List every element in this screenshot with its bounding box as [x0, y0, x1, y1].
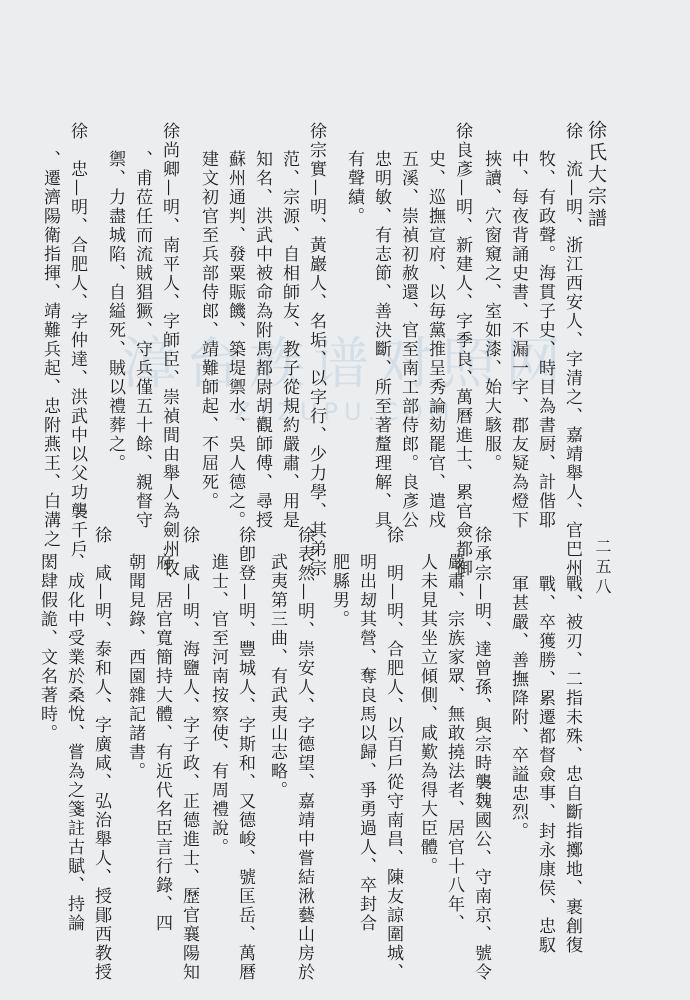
- upper-text-column-14: 建文初官至兵部侍郎、靖難師起、不屈死。: [198, 150, 218, 511]
- lower-text-column-9: 肥縣男。: [329, 553, 349, 629]
- upper-text-column-1: 徐 流—明、浙江西安人、字清之、嘉靖舉人、官巴州: [562, 122, 582, 578]
- upper-text-column-19: 、遷濟陽衛指揮、靖難兵起、忠附燕王、白溝之: [40, 150, 60, 549]
- lower-text-column-7: 徐 明—明、合肥人、以百戶從守南昌、陳友諒圍城、: [383, 526, 403, 982]
- upper-text-column-7: 五溪、崇禎初赦還、官至南工部侍郎。良彥公: [398, 150, 418, 530]
- upper-text-column-18: 徐 忠—明、合肥人、字仲達、洪武中以父功襲千戶: [67, 122, 87, 559]
- upper-text-column-16: 、甫莅任而流賊猖獗、守兵僅五十餘、親督守: [132, 150, 152, 530]
- upper-text-column-5: 徐良彥—明、新建人、字季良、萬曆進士、累官僉都御: [452, 122, 472, 578]
- page-number: 二五八: [593, 538, 612, 598]
- lower-text-column-2: 戰、卒獲勝、累遷都督僉事、封永康侯、忠馭: [535, 575, 555, 955]
- upper-text-column-6: 史、巡撫宣府、以毎黨推呈秀論劾罷官、遣戍: [425, 150, 445, 530]
- lower-text-column-3: 軍甚嚴、善撫降附、卒謚忠烈。: [508, 575, 528, 841]
- upper-text-column-10: 徐宗實—明、黃巖人、名垢、以字行、少力學、其弟宗: [306, 122, 326, 578]
- upper-text-column-8: 忠明敏、有志節、善決斷、所至著釐理解、具: [371, 150, 391, 530]
- lower-text-column-15: 府、居官寬簡持大體、有近代名臣言行錄、四: [152, 553, 172, 933]
- lower-text-column-5: 嚴肅、宗族家眾、無敢撓法者、居官十八年、: [444, 553, 464, 933]
- upper-text-column-3: 中、每夜背誦史書、不漏一字、郡友疑為燈下: [508, 150, 528, 530]
- watermark-url: ZTZUPU.COM: [234, 398, 456, 426]
- upper-text-column-9: 有聲績。: [344, 150, 364, 226]
- lower-text-column-13: 進士、官至河南按察使、有周禮說。: [208, 553, 228, 857]
- lower-text-column-19: 閎肆假詭、文名著時。: [37, 553, 57, 743]
- lower-text-column-17: 徐 咸—明、泰和人、字廣咸、弘治舉人、授鄖西教授: [91, 526, 111, 982]
- lower-text-column-6: 人未見其坐立傾側、咸歎為得大臣體。: [417, 553, 437, 876]
- upper-text-column-12: 知名、洪武中被命為附馬都尉胡觀師傅、尋授: [252, 150, 272, 530]
- watermark-text: 漳台族谱对照网: [121, 332, 569, 397]
- lower-text-column-1: 戰、被刃、二指未殊、忠自斷指擲地、裹創復: [562, 575, 582, 955]
- upper-text-column-15: 徐尚卿—明、南平人、字師臣、崇禎間由舉人為劍州牧: [159, 122, 179, 578]
- lower-text-column-11: 武夷第三曲、有武夷山志略。: [267, 553, 287, 800]
- upper-text-column-4: 挾讀、穴窗窺之、室如漆、始大駭服。: [481, 150, 501, 473]
- page-title: 徐氏大宗譜: [585, 120, 607, 230]
- upper-text-column-11: 范、宗源、自相師友、教子從規約嚴肅、用是: [279, 150, 299, 530]
- upper-text-column-13: 蘇州通判、發粟賑饑、築堤禦水、吳人德之。: [225, 150, 245, 530]
- lower-text-column-16: 朝聞見錄、西園雜記諸書。: [125, 553, 145, 781]
- lower-text-column-14: 徐 咸—明、海鹽人、字子政、正德進士、歷官襄陽知: [179, 526, 199, 982]
- lower-text-column-4: 徐承宗—明、達曾孫、與宗時襲魏國公、守南京、號令: [471, 526, 491, 982]
- lower-text-column-10: 徐表然—明、崇安人、字德望、嘉靖中嘗結湫藝山房於: [294, 526, 314, 982]
- upper-text-column-17: 禦、力盡城陷、自縊死、賊以禮葬之。: [105, 150, 125, 473]
- lower-text-column-18: 、成化中受業於桑悅、嘗為之箋註古賦、持論: [64, 553, 84, 933]
- lower-text-column-12: 徐卽登—明、豐城人、字斯和、又德峻、號匡岳、萬曆: [235, 526, 255, 982]
- lower-text-column-8: 明出刼其營、奪良馬以歸、爭勇過人、卒封合: [356, 553, 376, 933]
- upper-text-column-2: 牧、有政聲。海貫子史、時目為書厨、計偕耶: [535, 150, 555, 530]
